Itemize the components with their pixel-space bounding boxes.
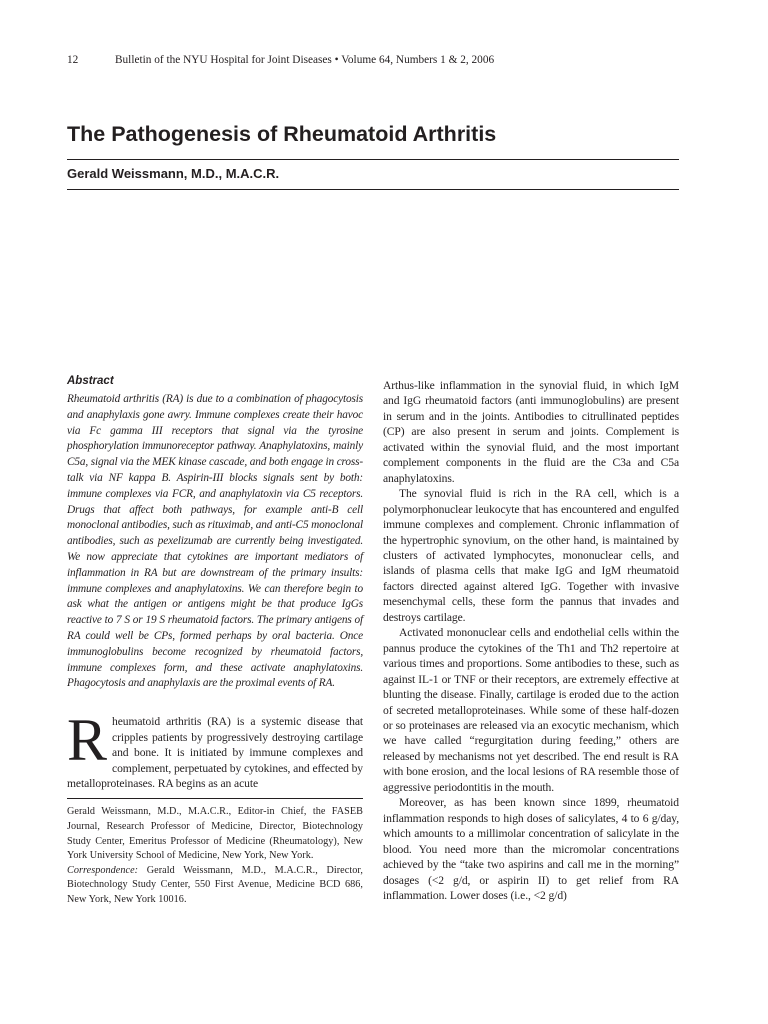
right-column [383,378,679,903]
title-rule [67,159,679,160]
body-paragraph-1: Arthus-like inflammation in the synovial fluid, in which IgM and IgG rheumatoid factors (anti immunoglobulins) are present in serum and in the joints. Antibodies to citrullinated peptides (CP) are also present in serum and joints. Complement is activated within the synovial fluid, and the most important complement components in the fluid are the C3a and C5a anaphylatoxins. [383,379,679,485]
body-paragraph-3: Activated mononuclear cells and endothelial cells within the pannus produce the cytokines of the Th1 and Th2 repertoire at various times and proportions. Some antibodies to these, such as against IL-1 or TNF or their receptors, are extremely effective at blunting the disease. Finally, cartilage is eroded due to the action of secreted metalloproteinases. While some of these half-dozen or so proteinases are released via an exocytic mechanism, which we have called “regurgitation during feeding,” others are released by mechanisms not yet described. The end result is RA with bone erosion, and the local lesions of RA resemble those of aggressive periodontitis in the mouth. [383,626,679,794]
abstract-heading: Abstract [67,375,114,387]
intro-paragraph [67,707,363,791]
correspondence-note [67,864,363,908]
drop-cap: R [67,707,108,774]
page-number: 12 [67,54,79,66]
correspondence-address: Gerald Weissmann, M.D., M.A.C.R., Director, Biotechnology Study Center, 550 First Avenue, Medicine BCD 686, New York, New York 10016. [67,864,363,905]
correspondence-label: Correspondence: [67,864,139,876]
journal-citation: Bulletin of the NYU Hospital for Joint Diseases • Volume 64, Numbers 1 & 2, 2006 [115,54,495,66]
author-name: Gerald Weissmann, M.D., M.A.C.R. [67,166,280,181]
footnote-rule [67,798,363,799]
body-paragraph-4: Moreover, as has been known since 1899, rheumatoid inflammation responds to high doses of salicylates, 4 to 6 g/day, which amounts to a millimolar concentration of salicylate in the blood. You need more than the micromolar concentrations achieved by the “take two aspirins and call me in the morning” dosages (<2 g/d, or aspirin II) to get relief from RA inflammation. Lower doses (i.e., <2 g/d) [383,796,679,902]
body-paragraph-2: The synovial fluid is rich in the RA cell, which is a polymorphonuclear leukocyte that has encountered and engulfed immune complexes and complement. Chronic inflammation of the hypertrophic synovium, on the other hand, is maintained by clusters of activated lymphocytes, mononuclear cells, and islands of plasma cells that make IgG and IgM rheumatoid factors directed against altered IgG. Together with invasive mesenchymal cells, these form the pannus that invades and destroys cartilage. [383,487,679,624]
left-column [67,374,363,908]
running-header [67,53,707,67]
author-affiliation: Gerald Weissmann, M.D., M.A.C.R., Editor-in Chief, the FASEB Journal, Research Professor of Medicine, Director, Biotechnology Study Center, Emeritus Professor of Medicine (Rheumatology), New York University School of Medicine, New York, New York. [67,806,363,862]
abstract-text: Rheumatoid arthritis (RA) is due to a combination of phagocytosis and anaphylaxis gone awry. Immune complexes create their havoc via Fc gamma III receptors that signal via the tyrosine phosphorylation immunoreceptor pathway. Anaphylatoxins, mainly C5a, signal via the MEK kinase cascade, and both engage in cross-talk via NF kappa B. Aspirin-III blocks signals sent by both: immune complexes via FCR, and anaphylatoxin via C5 receptors. Drugs that affect both pathways, for example anti-B cell monoclonal antibodies, such as rituximab, and anti-C5 monoclonal antibodies, such as pexelizumab are currently being investigated. We now appreciate that cytokines are important mediators of inflammation in RA but are downstream of the primary insults: immune complexes and anaphylatoxins. We can therefore begin to ask what the antigen or antigens might be that produce IgGs reactive to 7 S or 19 S rheumatoid factors. The primary antigens of RA could well be CPs, formed perhaps by oral bacteria. Once immunoglobulins become recognized by rheumatoid factors, immune complexes form, and these activate anaphylatoxins. Phagocytosis and anaphylaxis are the proximal events of RA. [67,393,363,690]
author-rule [67,189,679,190]
article-title: The Pathogenesis of Rheumatoid Arthritis [67,122,497,146]
intro-text: heumatoid arthritis (RA) is a systemic disease that cripples patients by progressively destroying cartilage and bone. It is initiated by immune complexes and complement, perpetuated by cytokines, and effected by metalloproteinases. RA begins as an acute [67,715,363,790]
